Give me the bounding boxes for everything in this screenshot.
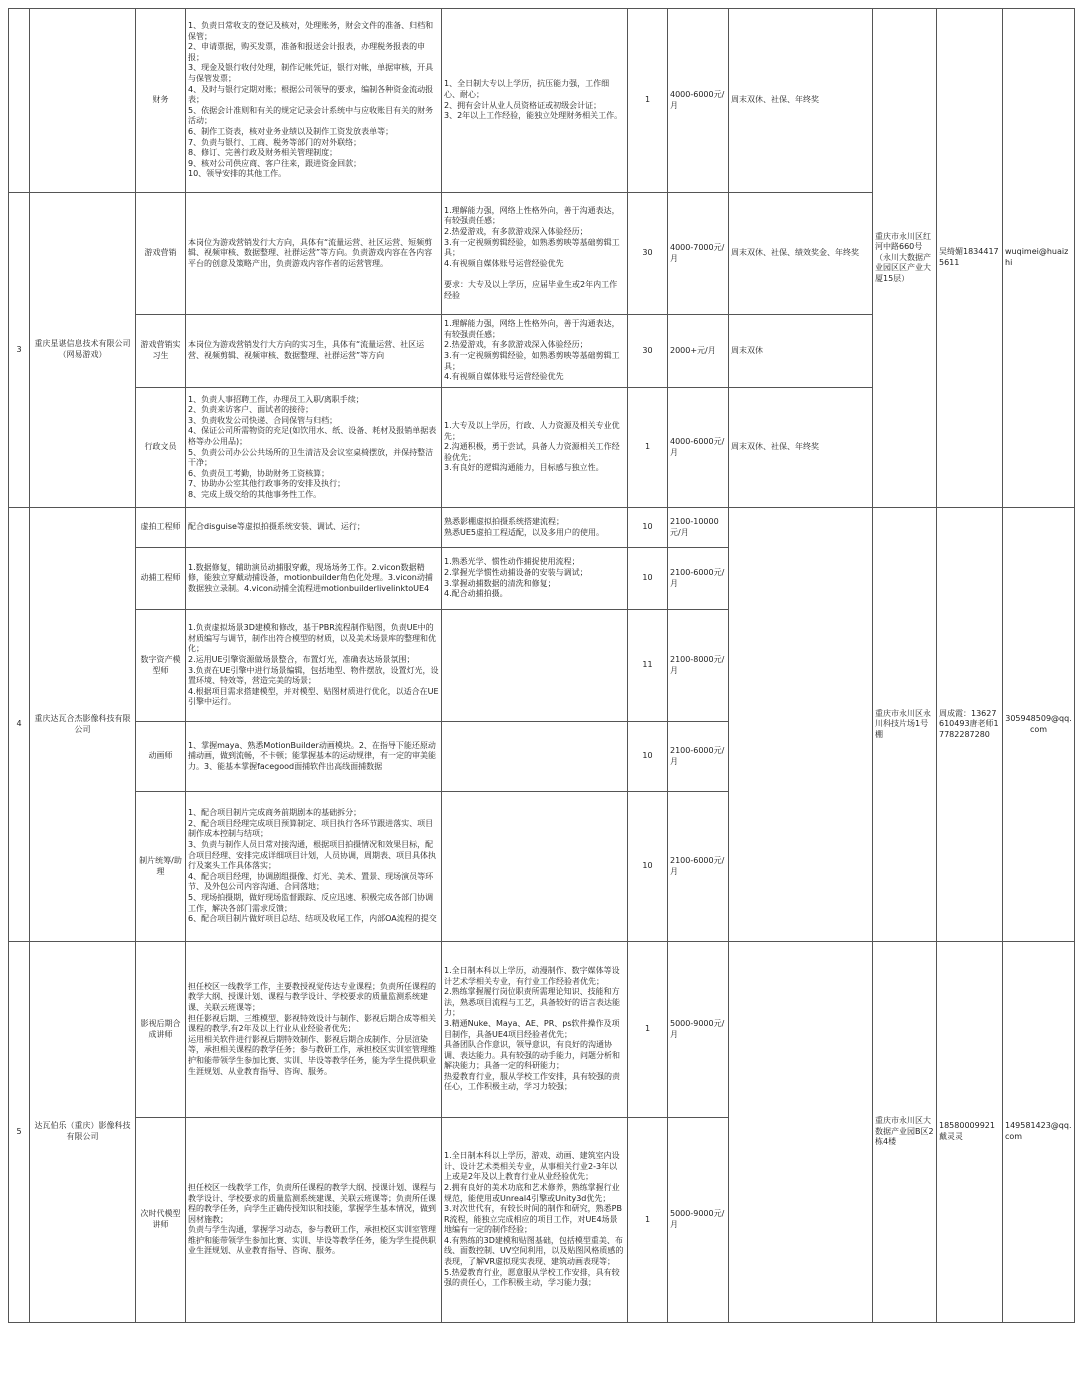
job-requirements: 1.理解能力强，网络上性格外向，善于沟通表达，有较强责任感； 2.热爱游戏，有多款游戏深入体验经历； 3.有一定视频剪辑经验，如熟悉剪映等基础剪辑工具； 4.有视频自媒体账号运营经验优先 要求：大专及以上学历，应届毕业生或2年内工作经验 bbox=[442, 193, 628, 315]
salary: 4000-6000元/月 bbox=[668, 388, 729, 508]
contact-email: wuqimei@huaizhi bbox=[1003, 9, 1075, 508]
salary: 2100-6000元/月 bbox=[668, 548, 729, 610]
salary: 2100-8000元/月 bbox=[668, 610, 729, 722]
benefits bbox=[729, 942, 873, 1323]
job-row bbox=[9, 942, 1075, 1118]
salary: 2100-6000元/月 bbox=[668, 722, 729, 792]
job-title: 次时代模型讲师 bbox=[136, 1118, 186, 1323]
salary: 5000-9000元/月 bbox=[668, 1118, 729, 1323]
job-duties: 本岗位为游戏营销发行大方向，具体有“流量运营、社区运营、短频剪辑、视频审核、数据整理、社群运营”等方向。负责游戏内容在各内容平台的创意及策略产出，负责游戏内容作者的运营管理。 bbox=[186, 193, 442, 315]
benefits: 周末双休、社保、年终奖 bbox=[729, 388, 873, 508]
salary: 5000-9000元/月 bbox=[668, 942, 729, 1118]
group-number: 3 bbox=[9, 193, 30, 508]
job-duties: 1、配合项目制片完成商务前期剧本的基础拆分； 2、配合项目经理完成项目预算制定、项目执行各环节跟进落实、项目制作成本控制与结项； 3、负责与制作人员日常对接沟通，根据项目拍摄情况和效果目标，配合项目经理、安排完成详细项目计划，人员协调，周期表、项目具体执行及案头工作具体落实； 4、配合项目经理，协调剧组摄像、灯光、美术、置景、现场演员等环节、及外包公司内容沟通、合同落地； 5、现场拍摄期，做好现场监督跟踪、反应迅速、积极完成各部门协调工作，解决各部门需求反馈； 6、配合项目制片做好项目总结、结项及收尾工作，内部OA流程的提交 bbox=[186, 792, 442, 942]
job-duties: 本岗位为游戏营销发行大方向的实习生，具体有“流量运营、社区运营、视频剪辑、视频审核、数据整理、社群运营”等方向 bbox=[186, 315, 442, 388]
benefits: 周末双休 bbox=[729, 315, 873, 388]
hire-count: 30 bbox=[628, 193, 668, 315]
job-requirements: 1.熟悉光学、惯性动作捕捉使用流程； 2.掌握光学惯性动捕设备的安装与调试； 3.掌握动捕数据的清洗和修复； 4.配合动捕拍摄。 bbox=[442, 548, 628, 610]
contact-person: 周成霞：13627610493唐老师17782287280 bbox=[937, 508, 1003, 942]
group-number: 4 bbox=[9, 508, 30, 942]
job-row bbox=[9, 9, 1075, 193]
salary: 4000-7000元/月 bbox=[668, 193, 729, 315]
salary: 2000+元/月 bbox=[668, 315, 729, 388]
hire-count: 1 bbox=[628, 388, 668, 508]
job-duties: 1、负责人事招聘工作，办理员工入职/离职手续； 2、负责来访客户、面试者的接待； 3、负责收发公司快递、合同保管与归档； 4、保证公司所需物资的充足(如饮用水、纸、设备、耗材及报销单据表格等办公用品)； 5、负责公司办公公共场所的卫生清洁及会议室桌椅摆放，并保持整洁干净； 6、负责员工考勤，协助财务工资核算； 7、协助办公室其他行政事务的安排及执行； 8、完成上级交给的其他事务性工作。 bbox=[186, 388, 442, 508]
contact-person: 吴绮媚18344175611 bbox=[937, 9, 1003, 508]
group-number bbox=[9, 9, 30, 193]
hire-count: 1 bbox=[628, 942, 668, 1118]
hire-count: 10 bbox=[628, 508, 668, 548]
job-title: 影视后期合成讲师 bbox=[136, 942, 186, 1118]
company-name: 达瓦伯乐（重庆）影像科技有限公司 bbox=[30, 942, 136, 1323]
job-requirements: 熟悉影棚虚拟拍摄系统搭建流程； 熟悉UE5虚拍工程适配，以及多用户的使用。 bbox=[442, 508, 628, 548]
hire-count: 10 bbox=[628, 548, 668, 610]
company-name: 重庆达瓦合杰影像科技有限公司 bbox=[30, 508, 136, 942]
job-title: 数字资产模型师 bbox=[136, 610, 186, 722]
job-title: 游戏营销实习生 bbox=[136, 315, 186, 388]
job-duties: 1、掌握maya、熟悉MotionBuilder动画模块。2、在指导下能还原动捕动画，做到流畅，不卡顿；能掌握基本的运动规律，有一定的审美能力。3、能基本掌握facegood面捕软件出高线面捕数据 bbox=[186, 722, 442, 792]
job-requirements bbox=[442, 722, 628, 792]
hire-count: 30 bbox=[628, 315, 668, 388]
job-requirements bbox=[442, 610, 628, 722]
salary: 2100-10000元/月 bbox=[668, 508, 729, 548]
job-duties: 担任校区一线教学工作，负责所任课程的教学大纲、授课计划、课程与教学设计、学校要求的质量监测系统建课、关联云班课等；负责所任课程的教学任务，向学生正确传授知识和技能，掌握学生基本情况，做到因材施教； 负责与学生沟通，掌握学习动态，参与教研工作，承担校区实训室管理维护和能带领学生参加比赛、实训、毕设等教学任务，能为学生提供职业生涯规划、从业教育指导、咨询、服务。 bbox=[186, 1118, 442, 1323]
job-duties: 担任校区一线教学工作，主要教授视觉传达专业课程；负责所任课程的教学大纲、授课计划、课程与教学设计、学校要求的质量监测系统建课、关联云班课等； 担任影视后期、三维模型、影视特效设计与制作、影视后期合成等相关课程的教学,有2年及以上行业从业经验者优先； 运用相关软件进行影视后期特效制作、影视后期合成制作、分层渲染等，承担相关课程的教学任务；参与教研工作，承担校区实训室管理维护和能带领学生参加比赛、实训、毕设等教学任务，能为学生提供职业生涯规划、从业教育指导、咨询、服务。 bbox=[186, 942, 442, 1118]
job-duties: 1.数据修复，辅助演员动捕服穿戴，现场场务工作。2.vicon数据精修，能独立穿戴动捕设备，motionbuilder角色化处理。3.vicon动捕数据独立录制。4.vicon动捕全流程进motionbuilderlivelinktoUE4 bbox=[186, 548, 442, 610]
contact-person: 18580009921戴灵灵 bbox=[937, 942, 1003, 1323]
work-address: 重庆市永川区永川科技片场1号棚 bbox=[873, 508, 937, 942]
hire-count: 10 bbox=[628, 722, 668, 792]
job-title: 动画师 bbox=[136, 722, 186, 792]
hire-count: 1 bbox=[628, 1118, 668, 1323]
job-requirements: 1.理解能力强，网络上性格外向，善于沟通表达，有较强责任感； 2.热爱游戏，有多款游戏深入体验经历； 3.有一定视频剪辑经验，如熟悉剪映等基础剪辑工具； 4.有视频自媒体账号运营经验优先 bbox=[442, 315, 628, 388]
job-requirements bbox=[442, 792, 628, 942]
job-title: 财务 bbox=[136, 9, 186, 193]
work-address: 重庆市永川区大数据产业园B区2栋4楼 bbox=[873, 942, 937, 1323]
hire-count: 11 bbox=[628, 610, 668, 722]
company-name bbox=[30, 9, 136, 193]
job-title: 制片统筹/助理 bbox=[136, 792, 186, 942]
job-title: 行政文员 bbox=[136, 388, 186, 508]
work-address: 重庆市永川区红河中路660号（永川大数据产业园区区产业大厦15层） bbox=[873, 9, 937, 508]
hire-count: 1 bbox=[628, 9, 668, 193]
salary: 2100-6000元/月 bbox=[668, 792, 729, 942]
job-requirements: 1.大专及以上学历，行政、人力资源及相关专业优先； 2.沟通积极，勇于尝试，具备人力资源相关工作经验优先； 3.有良好的逻辑沟通能力，目标感与独立性。 bbox=[442, 388, 628, 508]
job-requirements: 1.全日制本科以上学历，游戏、动画、建筑室内设计、设计艺术类相关专业，从事相关行业2-3年以上或是2年及以上教育行业从业经验优先； 2.拥有良好的美术功底和艺术修养，熟练掌握行业规范，能使用或Unreal4引擎或Unity3d优先； 3.对次世代有，有较长时间的制作和研究，熟悉PBR流程，能独立完成相应的项目工作，对UE4场景地编有一定的制作经验； 4.有熟练的3D建模和贴图基础，包括模型重美、布线、面数控制、UV空间利用，以及贴图风格质感的表现，了解VR虚拟现实表现、建筑动画表现等； 5.热爱教育行业，愿意服从学校工作安排，具有较强的责任心，工作积极主动，学习能力强； bbox=[442, 1118, 628, 1323]
job-title: 游戏营销 bbox=[136, 193, 186, 315]
job-title: 虚拍工程师 bbox=[136, 508, 186, 548]
job-row bbox=[9, 508, 1075, 548]
contact-email: 149581423@qq.com bbox=[1003, 942, 1075, 1323]
salary: 4000-6000元/月 bbox=[668, 9, 729, 193]
job-title: 动捕工程师 bbox=[136, 548, 186, 610]
benefits: 周末双休、社保、年终奖 bbox=[729, 9, 873, 193]
hire-count: 10 bbox=[628, 792, 668, 942]
group-number: 5 bbox=[9, 942, 30, 1323]
benefits bbox=[729, 508, 873, 942]
benefits: 周末双休、社保、绩效奖金、年终奖 bbox=[729, 193, 873, 315]
job-requirements: 1、全日制大专以上学历，抗压能力强，工作细心、耐心； 2、拥有会计从业人员资格证或初级会计证； 3、2年以上工作经验，能独立处理财务相关工作。 bbox=[442, 9, 628, 193]
job-duties: 1.负责虚拟场景3D建模和修改，基于PBR流程制作贴图，负责UE中的材质编写与调节，制作出符合模型的材质，以及美术场景库的整理和优化； 2.运用UE引擎资源做场景整合，布置灯光，准确表达场景氛围； 3.负责在UE引擎中进行场景编辑，包括地型、物件摆放，设置灯光，设置环境、特效等，营造完美的场景； 4.根据项目需求搭建模型，并对模型、贴图材质进行优化，以适合在UE引擎中运行。 bbox=[186, 610, 442, 722]
company-name: 重庆星谌信息技术有限公司（网易游戏） bbox=[30, 193, 136, 508]
job-duties: 配合disguise等虚拟拍摄系统安装、调试、运行； bbox=[186, 508, 442, 548]
job-duties: 1、负责日常收支的登记及核对，处理账务，财会文件的准备、归档和保管； 2、申请票据，购买发票，准备和报送会计报表，办理税务报表的申报； 3、现金及银行收付处理，制作记帐凭证，银行对帐，单据审核，开具与保管发票； 4、及时与银行定期对账；根据公司领导的要求，编制各种资金流动报表； 5、依据会计准则和有关的规定记录会计系统中与应收账目有关的财务活动； 6、制作工资表，核对业务业绩以及制作工资发放表单等； 7、负责与银行、工商、税务等部门的对外联络； 8、修订、完善行政及财务相关管理制度； 9、核对公司供应商、客户往来，跟进资金回款； 10、领导安排的其他工作。 bbox=[186, 9, 442, 193]
contact-email: 305948509@qq.com bbox=[1003, 508, 1075, 942]
job-requirements: 1.全日制本科以上学历，动漫制作、数字媒体等设计艺术学相关专业，有行业工作经验者优先； 2.熟练掌握履行岗位职责所需理论知识、技能和方法，熟悉项目流程与工艺，具备较好的语言表达能力； 3.精通Nuke、Maya、AE、PR、ps软件操作及项目制作，具备UE4项目经验者优先； 具备团队合作意识，领导意识，有良好的沟通协调、表达能力。具有较强的动手能力，问题分析和解决能力；具备一定的科研能力； 热爱教育行业，服从学校工作安排，具有较强的责任心，工作积极主动，学习力较强； bbox=[442, 942, 628, 1118]
job-listing-table bbox=[8, 8, 1075, 1323]
